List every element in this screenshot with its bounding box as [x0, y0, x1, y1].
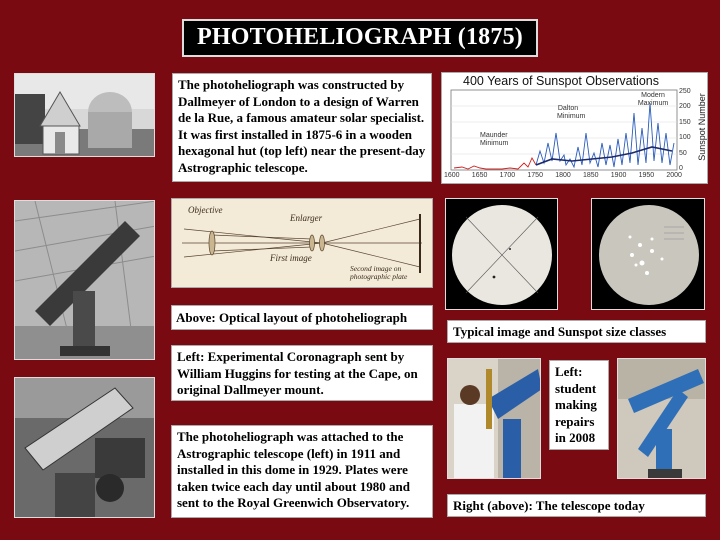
y-axis-label: Sunspot Number	[697, 93, 707, 161]
coronagraph-photo	[14, 200, 155, 360]
label-second-image: Second image on photographic plate	[350, 264, 408, 281]
page-title: PHOTOHELIOGRAPH (1875)	[182, 19, 538, 57]
x-tick: 1650	[471, 172, 488, 179]
x-ticks	[444, 172, 682, 179]
sunspot-chart	[441, 72, 708, 184]
label-objective: Objective	[188, 205, 223, 215]
x-tick: 1850	[582, 172, 599, 179]
astrographic-telescope-photo	[14, 377, 155, 518]
sun-image	[445, 198, 558, 310]
caption-sunspot: Typical image and Sunspot size classes	[447, 320, 706, 343]
y-tick: 0	[679, 164, 683, 172]
sunspot-classes-image	[591, 198, 705, 310]
caption-optical: Above: Optical layout of photoheliograph	[171, 305, 433, 330]
x-tick: 1800	[555, 172, 571, 179]
x-tick: 2000	[666, 172, 682, 179]
x-tick: 1950	[638, 172, 655, 179]
caption-coronagraph: Left: Experimental Coronagraph sent by William Huggins for testing at the Cape, on original Dallmeyer mount.	[171, 345, 433, 401]
y-tick: 100	[679, 134, 691, 142]
y-tick: 50	[679, 149, 687, 157]
annotation-modern: Modern Maximum	[637, 92, 669, 107]
y-tick: 200	[679, 103, 691, 111]
y-ticks	[679, 88, 697, 172]
x-tick: 1700	[499, 172, 516, 179]
y-tick: 250	[679, 88, 691, 95]
caption-today: Right (above): The telescope today	[447, 494, 706, 517]
label-enlarger: Enlarger	[290, 213, 323, 223]
telescope-today-photo	[617, 358, 706, 479]
annotation-dalton: Dalton Minimum	[557, 105, 586, 120]
annotation-maunder: Maunder Minimum	[480, 132, 509, 147]
x-tick: 1900	[610, 172, 627, 179]
label-first-image: First image	[270, 253, 312, 263]
hut-photo	[14, 73, 155, 157]
chart-title: 400 Years of Sunspot Observations	[463, 74, 659, 88]
x-tick: 1600	[444, 172, 460, 179]
optical-layout-diagram	[171, 198, 433, 288]
caption-attached: The photoheliograph was attached to the Astrographic telescope (left) in 1911 and installed in this dome in 1929. Plates were taken twice each day until about 1980 and sent to the Royal Greenwich Observatory.	[171, 425, 433, 518]
y-tick: 150	[679, 118, 691, 126]
x-tick: 1750	[527, 172, 543, 179]
caption-student: Left: student making repairs in 2008	[549, 360, 609, 450]
intro-text: The photoheliograph was constructed by Dallmeyer of London to a design of Warren de la Rue, a famous amateur solar specialist. It was first installed in 1875-6 in a wooden hexagonal hut (top left) near the present-day Astrographic telescope.	[172, 73, 432, 182]
student-photo	[447, 358, 541, 479]
